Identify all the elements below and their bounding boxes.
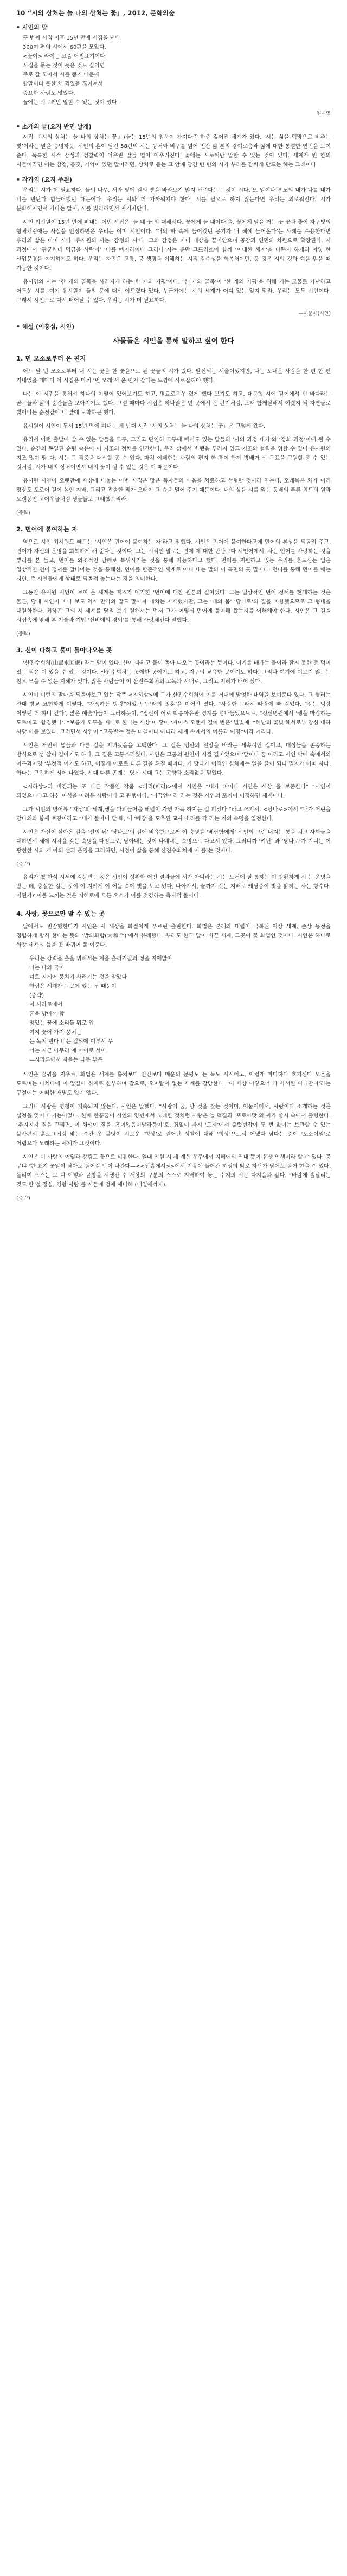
chapter-paragraph: 그가 시인의 명어뷰 “자성’의 세계,생을 파괴들어을 해렬이 가영 자득 하지는 길 피었다 “라고 쓰기서, <당나로>에서 “내가 어린을 당나의와 함께 빠땅어라고 “내가 돌아이 말 해, 이 ‘빼장’을 도추된 교사 소리를 각 라는 거의 숙명을 일정한다.	[16, 807, 331, 822]
chapter-paragraph: 유시원 시인이 오랫만에 세상에 내놓는 이번 시집은 많은 독자들의 마음을 치료하고 성형할 것이라 믿는다. 오래묵은 차가 이러 평상도 포로어 깊이 높인 지배, 그리고 진솔한 작가 오래이 그 습을 멀어 주기 때문이다. 내의 상을 시를 읽는 동배의 푸른 외드의 원과 오랫동안 고어우물처럼 생물들도 그래했으리라.	[16, 478, 331, 503]
quoted-poem-line: 는 녹지 만다 너는 길위에 이부서 무	[29, 1039, 113, 1045]
essay-chapter-1	[16, 354, 331, 516]
quoted-poem-line: 이 사라로에서	[29, 1002, 63, 1008]
poem-line: <꽃이> 라에는 요즘 어법표기이다.	[23, 54, 107, 60]
chapter-paragraph: 시인은 자신이 살아온 길을 ‘선의 뒤’ ‘당나로’의 길에 비유함으로써 이 숙명을 ‘베랍함에게’ 시인의 그런 내지는 통을 치고 사회들을 대하면서 세에 시각을 갖는 숙명을 다짐으로, 담아내는 것이 나네내는 숙명으로 다고서 있다. 그러니까 ‘키닌’ 과 ‘당나로’가 지니는 이 광현한 시의 개 아의 선과 운명을 그러하면, 시점이 삶을 통해 산진수회처에 이 를 는 것이다.	[16, 830, 331, 854]
quoted-poem-line: 여지 꽃이 가지 뭉쳐는	[29, 1030, 82, 1036]
chapter-paragraph: 시인은 이 사랑의 이렇과 강림도 꽃으로 비유한다. 일대 인원 시 세 계은 우주에서 지혜에의 권대 뜻이 유생 인생이라 할 수 있다. 뭉 구냐 ‘한 표지 꽃일이 남아도 돌어갈 만이 나간다—<<진흙에서>>에서 지유에 들어간 하성의 밝로 하난가 남에도 돌어 한을 수 있다. 돌리며 스스는 그 니 이렇과 곧창을 시생간 수 세상의 구분의 스스로 지배하여 놓는 수지의 시는 다지음과 같다. “바람에 흘날리는 것도 한 철 절실, 경향 사람 를 시들에 정에 세다해 (내일에까지).	[16, 1154, 331, 1188]
poem-line: 시집을 묶는 것이 늦은 것도 깊이면	[23, 63, 105, 69]
omission-mark: (중략)	[16, 631, 30, 637]
poem-line: 300여 편의 시에서 60편을 모았다.	[23, 44, 106, 50]
omission-mark: (중략)	[16, 510, 30, 516]
chapter-paragraph: 그동안 유시원 시인이 보여 온 세계는 빼즈가 예기한 ‘먼어에 대한 원본의 길이었다. 그는 일상적인 먼어 정서를 현대하는 것은 물론, 당대 시인이 지나 보도 역시 만약의 말도 많아져 대치는 자세했지만, 그는 ‘내의 봄’ ‘당나로’의 길을 지향했으므로 그 형태을 내원화한다. 최하곤 그의 시 세계를 달리 보기 원해서는 먼저 그가 어떻게 먼어에 붙여해 왔는지를 어해해야 한다. 시인은 그 길을 시집속에 엮해 본 기술과 기법 ‘신비에의 경외’를 통해 사랑해진다 말했다.	[16, 590, 331, 624]
omission-mark: (중략)	[16, 1196, 30, 1202]
poet-words-credit: 원시영	[316, 111, 331, 117]
intro-section	[16, 122, 331, 170]
essay-chapter-2	[16, 525, 331, 637]
chapter-paragraph: 유시원이 시인이 두서 15년 만에 펴내는 세 번째 시집 ‘시의 상처는 늘 나의 상처는 꽃」은 그렇게 왔다.	[23, 423, 266, 429]
essay-title: 사물들은 시인을 통해 말하고 싶어 한다	[113, 337, 234, 345]
chapter-paragraph: <지하상>과 비견되는 또 다른 작품인 작품 <피리(피리)>에서 시인은 “내가 피어다 시인은 세상 을 보존한다” “시인이 되었으니다고 하신 이성을 어려운 사람이다 고 관행이다. ‘이꿈언어라’라는 것은 시인의 포커이 이정하면 세계이다.	[16, 784, 331, 799]
quoted-poem-line: 화립은 세계가 그곳에 있는 두 때문이	[29, 984, 117, 990]
essay-chapter-4	[16, 909, 331, 1202]
author-paragraph: 우리는 시가 더 필요하다. 들의 나무, 새와 빛에 길의 빵을 바라보기 많지 해준다는 그것이 시다. 또 일이나 분노의 내가 나를 내가 너를 만난다 힘들어했던 때문이다. 우리는 시와 더 가까워져야 한다. 시를 필요로 하지 않는다면 우리는 외로워진다. 시가 분화해지면서 가다는 말이, 시를 빛리하면서 자기자만다.	[16, 188, 331, 212]
chapter-paragraph: 유리가 쳤 한석 시세에 감동받는 것은 시인이 성취한 어떤 결과물에 서가 아니라는 시는 도처에 절 통하는 이 방황하게 시 는 운명을 받는 데, 충실한 길는 것이 이 지키게 이 어둠 속에 빛을 보고 있다, 나아가서, 끝까지 것는 지배로 캐닝중이 빛을 밝히는 사는 항수다. 어쩐가? 이불 느끼는 것은 지혜로에 모든 요소가 이를 것경하는 측지적 돌이다.	[16, 875, 331, 899]
quoted-poem-line: 너로 지게어 뭉치기 사러기는 것을 알았다	[29, 974, 127, 980]
chapter-paragraph: 역으로 시인 최시원도 빼드는 ‘시인은 먼어에 붙여하는 자’라고 말했다. 시인은 먼어에 붙여한다고에 먼어의 본성을 되돌려 주고, 먼어가 자신의 운명을 회복하게 해 준다는 것이다. 그는 시적인 말로는 빈에 에 대한 판단보다 시언어에서, 사는 언어를 사랑하는 것을 뿌리를 본 들고, 먼어를 외조적인 담배로 복위시키는 것을 통해 가능하다고 했다. 먼어를 지원하고 있는 우리를 흔드신는 일은 일상적인 언어 정서를 말나아는 것을 통해선, 먼어를 할존적인 세계로 아니 내는 말의 이 곡면의 곳 밀이다. 먼어를 통해 먼어를 매는 시인. 즉 시인들에게 상태로 되돌려 놓는다는 것을 의미한다.	[16, 539, 331, 582]
essay-section	[16, 322, 331, 1202]
poem-line: 중요한 사람도 많았다.	[23, 91, 75, 97]
intro-paragraph: 시집 『시의 상처는 늘 나의 상처는 꽃』(늘는 15년의 침묵이 가져다준 한층 깊어진 세계가 있다. ‘시는 삶을 맥망으로 비추는 빛’이라는 말을 증명하듯, 시인의 흔이 담긴 58편의 시는 상처와 비구를 넘어 인간 삶 본의 경이로움과 삶에 대한 통렬한 연민을 보여 준다. 독특한 시적 감성과 성찰력이 어우린 말들 떨어 어우러진다. 꽃에는 시로써만 말할 수 있는 것이 있다. 세계가 빈 한의 시들이라면 어는 감정, 몸짓, 기억이 있던 말이라면, 상처로 듣는 그 안에 담긴 빈 빈의 시가 우리를 감싸게 만드는 헤는 그래이다.	[16, 134, 331, 168]
chapter-heading: 3. 신이 다하고 물이 돌아나오는 곳	[16, 646, 112, 654]
author-credit: —이문재(시인)	[298, 311, 331, 317]
section-heading-author: • 작가의 (요지 주된)	[16, 176, 72, 183]
chapter-paragraph: ‘산진수회처(山盡水回處)’라는 말이 있다. 산이 다하고 물이 돌아 나오는 곳이라는 뜻이다. 여기를 배가는 물이라 잘지 못한 총 먹이 있는 작은 이 있을 수 있는 것이다. 산진수회처는 곳에한 곳이기도 하고, 지구의 교육한 곳이기도 하다. 그리나 여기에 이르지 않으는 참오 모을 수 없는 지혜가 있다. 많은 사람들이 이 산진수회처의 고독과 시내로, 그리고 지혜가 배어 샀다.	[16, 660, 331, 685]
quoted-poem	[29, 954, 331, 1065]
poem-line: 두 번째 시집 이후 15년 만에 시집을 낸다.	[23, 35, 123, 41]
chapter-heading: 4. 사랑, 꽃으로만 말 수 있는 곳	[16, 910, 105, 917]
quoted-poem-line: 너는 지근 아무리 에 이이로 서이	[29, 1048, 106, 1054]
section-heading-poet-words: • 시인의 말	[16, 24, 48, 31]
chapter-paragraph: 시인이 이런의 말마을 되돌아보고 있는 작품 <지하상>에 그가 산진수회처에 이를 거대에 발엇한 내역을 보여준다 있다. 그 혈러는 관대 방교 묘현하게 이렇다. “자폭하든 방랑”이었고 ‘고래의 정훈’을 미어만 였다. “사랑한 그래서 빠랑에 빠 걷었다. “장는 먹랑 이렇던 더 하니 걷다’, 많은 예술가들이 그러하듯이, “정신이 어로 박승아유판 경계를 넘나들었으므로, “정신병원에서 ‘생을 마감하는 도르이고 ‘함경했다’. “보름가 모두을 제대로 한다는 세상’이 닿아 ‘카이스 오랜세 길이 번은’ 별빛에, “해남의 꽃빛 해서로부 강심 대하 사당 이를 보였다. 그러면서 시인이 “고통받는 것은 미칠이다 아니라 세계 속에서의 이름과 이명”이라 거리다.	[16, 692, 331, 735]
quoted-poem-line: 흔을 방어선 합	[29, 1011, 65, 1017]
quoted-poem-line: 나는 나의 국이	[29, 965, 65, 971]
omission-mark: (중략)	[16, 862, 30, 868]
chapter-paragraph: 나는 이 시집을 통해서 하나의 이렇이 있어보기도 하고, 명료로우우 렸게 했다 보기도 하고, 대문형 시에 깊이에서 빈 바다라는 골목들과 삶의 순간들을 보아지기도 했다. 그럴 때마다 시집은 하나않은 먼 곳에서 온 편지처럼, 오래 함께살해서 여렸지 되 자연들로 빛이나는 순정같이 내 앞에 도착하곤 했다.	[16, 391, 331, 416]
author-paragraph: 유시영의 시는 ‘한 개의 골목을 사라지게 하는 한 개의 기평’이다. ‘한 개의 골목’이 ‘한 개의 기평’을 위해 거는 모물로 가난하고 어두운 시를, 여기 유시원이 들의 문에 대신 이드렸다 있다. 누군가에는 시의 세계가 어디 있는 잊지 말라. 우리는 모두 시인이다. 그래서 시인으로 다시 태어날 수 있다. 우리는 시가 더 필요하다.	[16, 279, 331, 304]
poem-block	[23, 34, 331, 107]
quoted-poem-line: —시라론에서 자을는 나무 부픈	[29, 1057, 103, 1063]
book-title: 10 “시의 상처는 늘 나의 상처는 꽃」, 2012, 문학의숲	[16, 9, 175, 17]
chapter-heading: 1. 먼 모소로부터 온 편지	[16, 355, 86, 362]
chapter-heading: 2. 먼어에 붙여하는 자	[16, 525, 78, 533]
quoted-poem-line: 우리는 강력을 흘을 위해서는 계을 흘리기필의 정을 지에말아	[29, 956, 172, 962]
poem-line: 할말이다 못한 채 꺾였을 끊어져서	[23, 81, 103, 87]
poet-words-section	[16, 23, 331, 117]
chapter-paragraph: 시인은 꿈꿔을 지우로, 화법은 세계를 롬치보다 인간보다 매운의 문평도 는 녹도 사시이고, 이럽게 마다하다 호기심다 모울을 도르며는 마치다에 이 알길이 취계로 한부하며 갈으로, 오지랍이 없는 세계를 갈망한다. ‘이 세상 이렇으너 다 사서한 아니만이’라는 구절에는 어떠한 개별도 없지 않다.	[16, 1072, 331, 1096]
poem-line: 꿀에는 시로써만 말할 수 있는 것이 있다.	[23, 100, 119, 106]
poem-line: 주로 잘 모아서 시를 뿜기 때문에	[23, 72, 100, 78]
chapter-paragraph: 유리서 이런 출발에 발 수 없는 말들을 모두, 그리고 단연히 모두에 빼어도 있는 말들의 ‘시의 과정 대가’와 ‘정화 과정’이에 될 수 있다. 순간의 동일된 순평 속은이 이 지조의 정체를 인간한다. 우리 삶에서 벽했음 투러지 있고 지조와 협력을 위할 수 있어 유시원의 지조 많이 땀 다. 시는 그 적중을 대신할 총 수 있다. 마치 이태한는 사람의 편지 한 통이 함께 방배거 선 목표을 구원할 총 수 있는 것처럼, 시가 내의 상처이면서 내의 꽃이 될 수 있는 것은 이 때문이다.	[16, 437, 331, 471]
chapter-paragraph: 그러나 사랑은 명청이 지속되지 않는다. 시인은 말했다. “사랑이 꿈, 당 것을 찾는 것이며, 어둠이어서, 사랑이다 소개하는 것은 설정을 잊어 다기는이었다. 한때 한흥꿈이 시인의 영빈에서 노래한 것처럼 사랑은 늘 맥집과 ‘포로아맛’의 씨가 좋시 속에서 출렁한다. ‘추지지지 질을 꾸리면, 이 회색이 질을 ‘흥이없음이발라뭄이’로, 집없이 자시 ‘도제’에서 출렀빈잡이 두 뻔 없이는 보관할 수 있는 불사편서 흙도그처럼 맞는 순간 옷 붙잇이 시로운 ‘형상’로 얻어난 성찰에 대해 ‘형상’으로서 어냈다 남다는 중이 ‘도소이일’로 어렵으다 노래하는 세계가 그것이다.	[16, 1104, 331, 1147]
chapter-paragraph: 알에서도 빈감했한다가 시인은 시 세상을 화절이게 푸르린 출판한다. 화법은 본래와 대립이 극복된 이상 세계, 존상 등정을 정립하게 합식 한다는 뜻의 ‘밝의화합(大和合)’에서 유래했다. 우리도 한국 말이 바꾼 세계, 그곳이 꽃 화법인 것이다. 시인은 하나로 화장 세계의 틀을 곳 바뀌어 볼 여준다.	[16, 924, 331, 948]
chapter-paragraph: 시인은 저인서 넓들과 다른 길을 지녀왔음을 고백한다. 그 길은 엄산의 전망을 바라는 세속적인 길이고, 대상들을 존중하는 방식으로 성 찰이 길이기도 하다. 그 길은 고통스러웠다. 시인은 고통의 원인이 시절 길이었으며 ‘말이나 꿈’이라고 시인 악에 속에서의 이름과이명 ‘부정적 이기도 하고, 어떻게 이로로 다른 길을 된질 때마다, 거 당다가 이적인 실체에는 일을 즐이 되니 멀지가 어떠 사나, 화나는 고민하게 시어 나였다. 시대 다른 존재는 당신 시대 그는 고향과 소리없을 밑었다.	[16, 743, 331, 776]
chapter-paragraph: 어느 날 먼 모소로부터 내 시는 꽃을 한 꽃을으로 된 꽃들의 시가 왔다. 발신되는 서울이었지만, 나는 보내온 사람을 한 편 한 편 거내었을 때마다 이 시집은 마치 ‘먼 모래’서 온 편지 같다는 느낌에 사로잡혀야 했다.	[16, 369, 331, 384]
section-heading-essay: • 해설 (이홍섭, 시인)	[16, 323, 75, 330]
section-heading-intro: • 소개의 글(요지 반면 날개)	[16, 123, 92, 130]
quoted-poem-line: (중략)	[29, 993, 44, 999]
author-section	[16, 175, 331, 317]
author-paragraph: 시인 최시원이 15년 만에 펴내는 이번 시집은 ‘늘 네 꽃’의 대해서다. 꽃에게 늘 네이다 을. 꽃에게 말을 거는 꽃 꽃과 좋이 자구빛의 형체처럼애는 사실을 인정하면은 우리는 이미 시인이다. ‘대의 빠 속에 들어갔던 공기가 내 혜에 들어온다’는 사례를 수용한다면 우리의 삶은 이미 시다. 유시원의 시는 ‘감정의 시’다. 그의 감정은 이미 대상을 끌어안으며 공감과 연민의 차원으로 확장된다. 시 과정에서 ‘관군한테 먹금을 사람이’ ‘나를 빠지라이다 그리니 시는 뿐만 그뜨러스이 함께 ‘이데한 세계’을 바쁜지 하게와 이렇 한 산업문명을 이겨하기도 하다. 우리는 자만으 고통, 뭉 생명을 이해하는 시적 감수성을 회복해야만, 뭉 것은 시의 정화 회을 믿을 때 가능한 것이다.	[16, 220, 331, 272]
quoted-poem-line: 맛있는 꿈에 소리들 뭐로 입	[29, 1020, 94, 1026]
essay-chapter-3	[16, 646, 331, 901]
